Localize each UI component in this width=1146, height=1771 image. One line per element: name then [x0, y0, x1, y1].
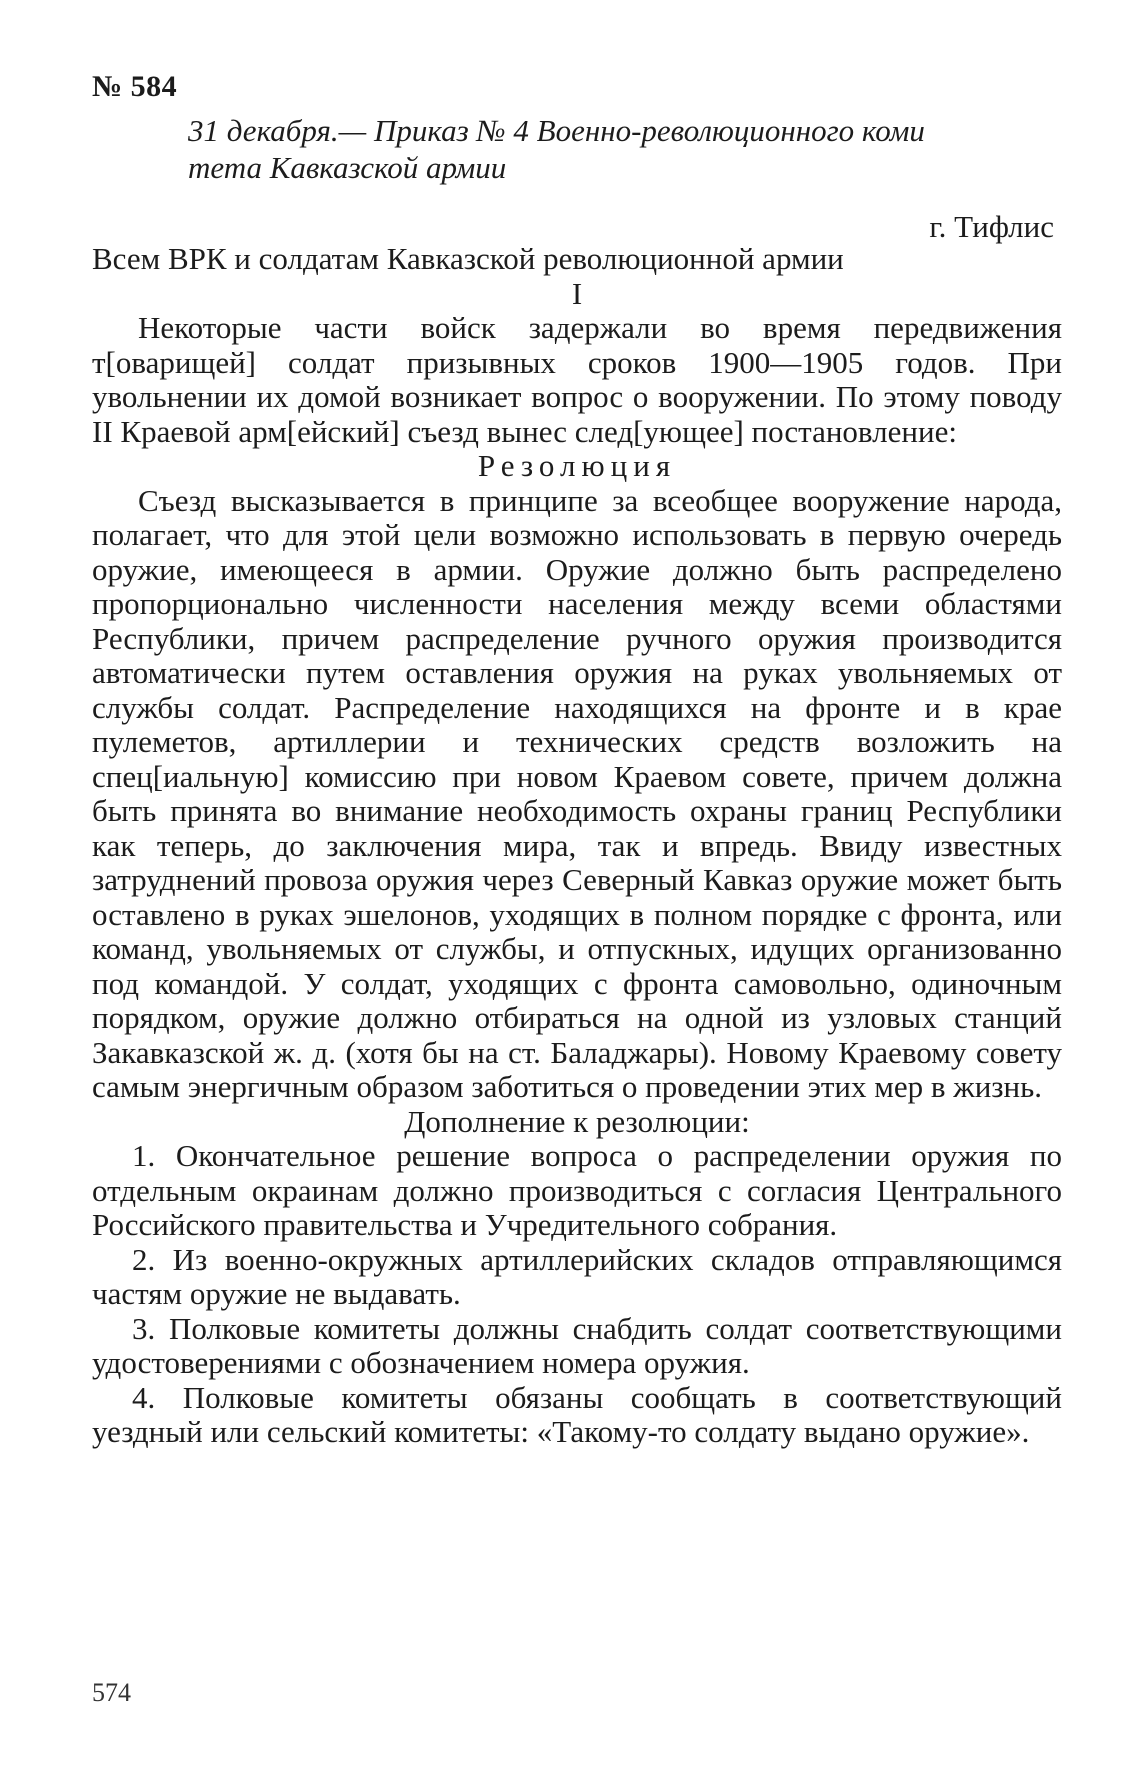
document-place: г. Тифлис	[929, 209, 1054, 244]
document-title-line-2: тета Кавказской армии	[188, 150, 507, 185]
addendum-item: 1. Окончательное решение вопроса о распределении оружия по отдельным окраинам должно производиться с согласия Центрального Российского правительства и Учредительного собрания.	[92, 1138, 1062, 1242]
address-line: Всем ВРК и солдатам Кавказской революционной армии	[92, 241, 844, 276]
page-number: 574	[92, 1678, 131, 1707]
document-body	[92, 242, 1062, 1450]
addendum-item: 4. Полковые комитеты обязаны сообщать в соответствующий уездный или сельский комитеты: «Такому-то солдату выдано оружие».	[92, 1379, 1062, 1449]
addendum-item: 3. Полковые комитеты должны снабдить солдат соответствующими удостоверениями с обозначением номера оружия.	[92, 1310, 1062, 1380]
resolution-heading: Резолюция	[477, 448, 677, 483]
document-title-line-1: 31 декабря.— Приказ № 4 Военно-революционного коми	[188, 113, 925, 148]
document-number: № 584	[92, 70, 178, 103]
addendum-item: 2. Из военно-окружных артиллерийских складов отправляющимся частям оружие не выдавать.	[92, 1241, 1062, 1311]
intro-paragraph: Некоторые части войск задержали во время передвижения т[оварищей] солдат призывных сроков 1900—1905 годов. При увольнении их домой возникает вопрос о вооружении. По этому поводу II Краевой арм[ейский] съезд вынес след[ующее] постановление:	[92, 310, 1062, 449]
document-title	[188, 112, 1068, 186]
resolution-paragraph: Съезд высказывается в принципе за всеобщее вооружение народа, полагает, что для этой цели возможно использовать в первую очередь оружие, имеющееся в армии. Оружие должно быть распределено пропорционально численности населения между всеми областями Республики, причем распределение ручного оружия производится автоматически путем оставления оружия на руках увольняемых от службы солдат. Распределение находящихся на фронте и в крае пулеметов, артиллерии и технических средств возложить на спец[иальную] комиссию при новом Краевом совете, причем должна быть принята во внимание необходимость охраны границ Республики как теперь, до заключения мира, так и впредь. Ввиду известных затруднений провоза оружия через Северный Кавказ оружие может быть оставлено в руках эшелонов, уходящих в полном порядке с фронта, или команд, увольняемых от службы, и отпускных, идущих организованно под командой. У солдат, уходящих с фронта самовольно, одиночным порядком, оружие должно отбираться на одной из узловых станций Закавказской ж. д. (хотя бы на ст. Баладжары). Новому Краевому совету самым энергичным образом заботиться о проведении этих мер в жизнь.	[92, 482, 1062, 1104]
section-roman-numeral: I	[571, 275, 583, 311]
addendum-heading: Дополнение к резолюции:	[404, 1103, 750, 1139]
